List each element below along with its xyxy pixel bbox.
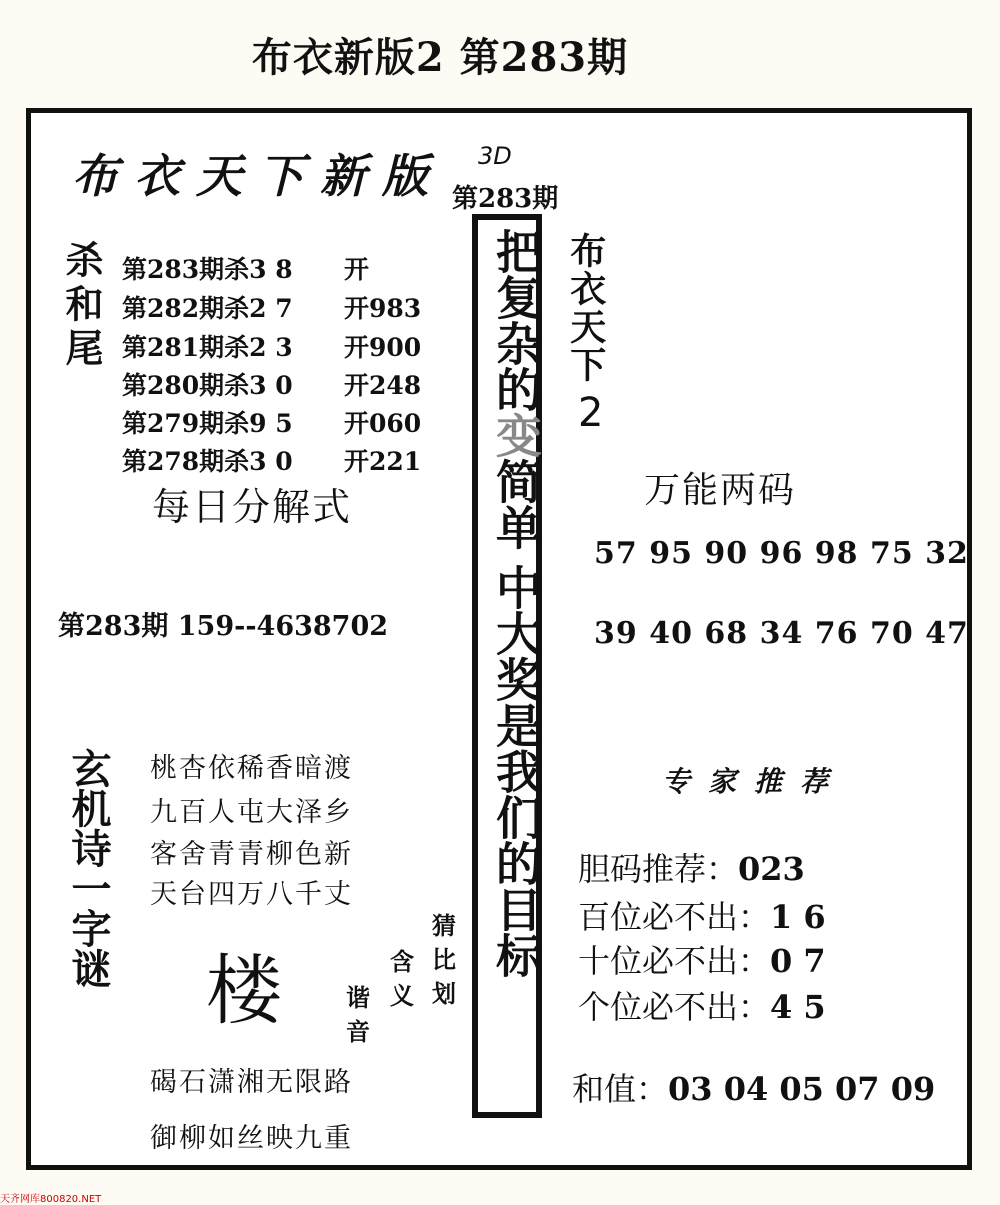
kill-row: 第279期杀9 5 开060 bbox=[122, 409, 422, 438]
poem-line: 桃杏依稀香暗渡 bbox=[150, 753, 353, 784]
riddle-answer: 楼 bbox=[206, 946, 282, 1035]
watermark-footer: 天齐网库800820.NET bbox=[0, 1194, 102, 1205]
kill-row: 第278期杀3 0 开221 bbox=[122, 447, 422, 476]
riddle-hint: 猜 比 划 含 义 谐 音 bbox=[346, 911, 456, 1046]
two-codes-title: 万能两码 bbox=[644, 470, 797, 511]
poem-line: 九百人屯大泽乡 bbox=[150, 797, 353, 828]
sum-values: 和值：03 04 05 07 09 bbox=[572, 1070, 936, 1108]
poem-line: 天台四万八千丈 bbox=[150, 879, 353, 910]
recommend-row: 百位必不出：1 6 bbox=[578, 898, 826, 936]
poem-line: 御柳如丝映九重 bbox=[150, 1123, 353, 1154]
page-title: 布衣新版2 第283期 bbox=[251, 34, 629, 81]
recommend-row: 个位必不出：4 5 bbox=[578, 988, 826, 1026]
kill-row: 第280期杀3 0 开248 bbox=[122, 371, 422, 400]
issue-number: 第283期 bbox=[452, 184, 559, 214]
codes-line: 39 40 68 34 76 70 47 bbox=[594, 616, 969, 651]
brand2-label: 布衣天下 bbox=[564, 232, 607, 384]
tag-3d: 3D bbox=[478, 142, 512, 170]
kill-row: 第281期杀2 3 开900 bbox=[122, 333, 422, 362]
slogan-text: 把复杂的变简单中大奖是我们的目标 bbox=[489, 228, 543, 978]
recommend-row: 胆码推荐：023 bbox=[578, 850, 805, 888]
expert-title: 专家推荐 bbox=[662, 765, 847, 798]
formula-line: 第283期 159--4638702 bbox=[58, 611, 389, 642]
riddle-label: 玄机诗一字谜 bbox=[65, 748, 112, 988]
kill-tail-label: 杀和尾 bbox=[59, 240, 104, 372]
daily-title: 每日分解式 bbox=[152, 485, 353, 529]
codes-line: 57 95 90 96 98 75 32 bbox=[594, 536, 969, 571]
kill-row: 第282期杀2 7 开983 bbox=[122, 294, 422, 323]
brand-title: 布衣天下新版 bbox=[72, 149, 444, 203]
recommend-row: 十位必不出：0 7 bbox=[578, 942, 826, 980]
poem-line: 碣石潇湘无限路 bbox=[150, 1067, 353, 1098]
poem-line: 客舍青青柳色新 bbox=[150, 839, 353, 870]
kill-row: 第283期杀3 8 开 bbox=[122, 255, 370, 284]
brand2-number: 2 bbox=[578, 390, 604, 436]
